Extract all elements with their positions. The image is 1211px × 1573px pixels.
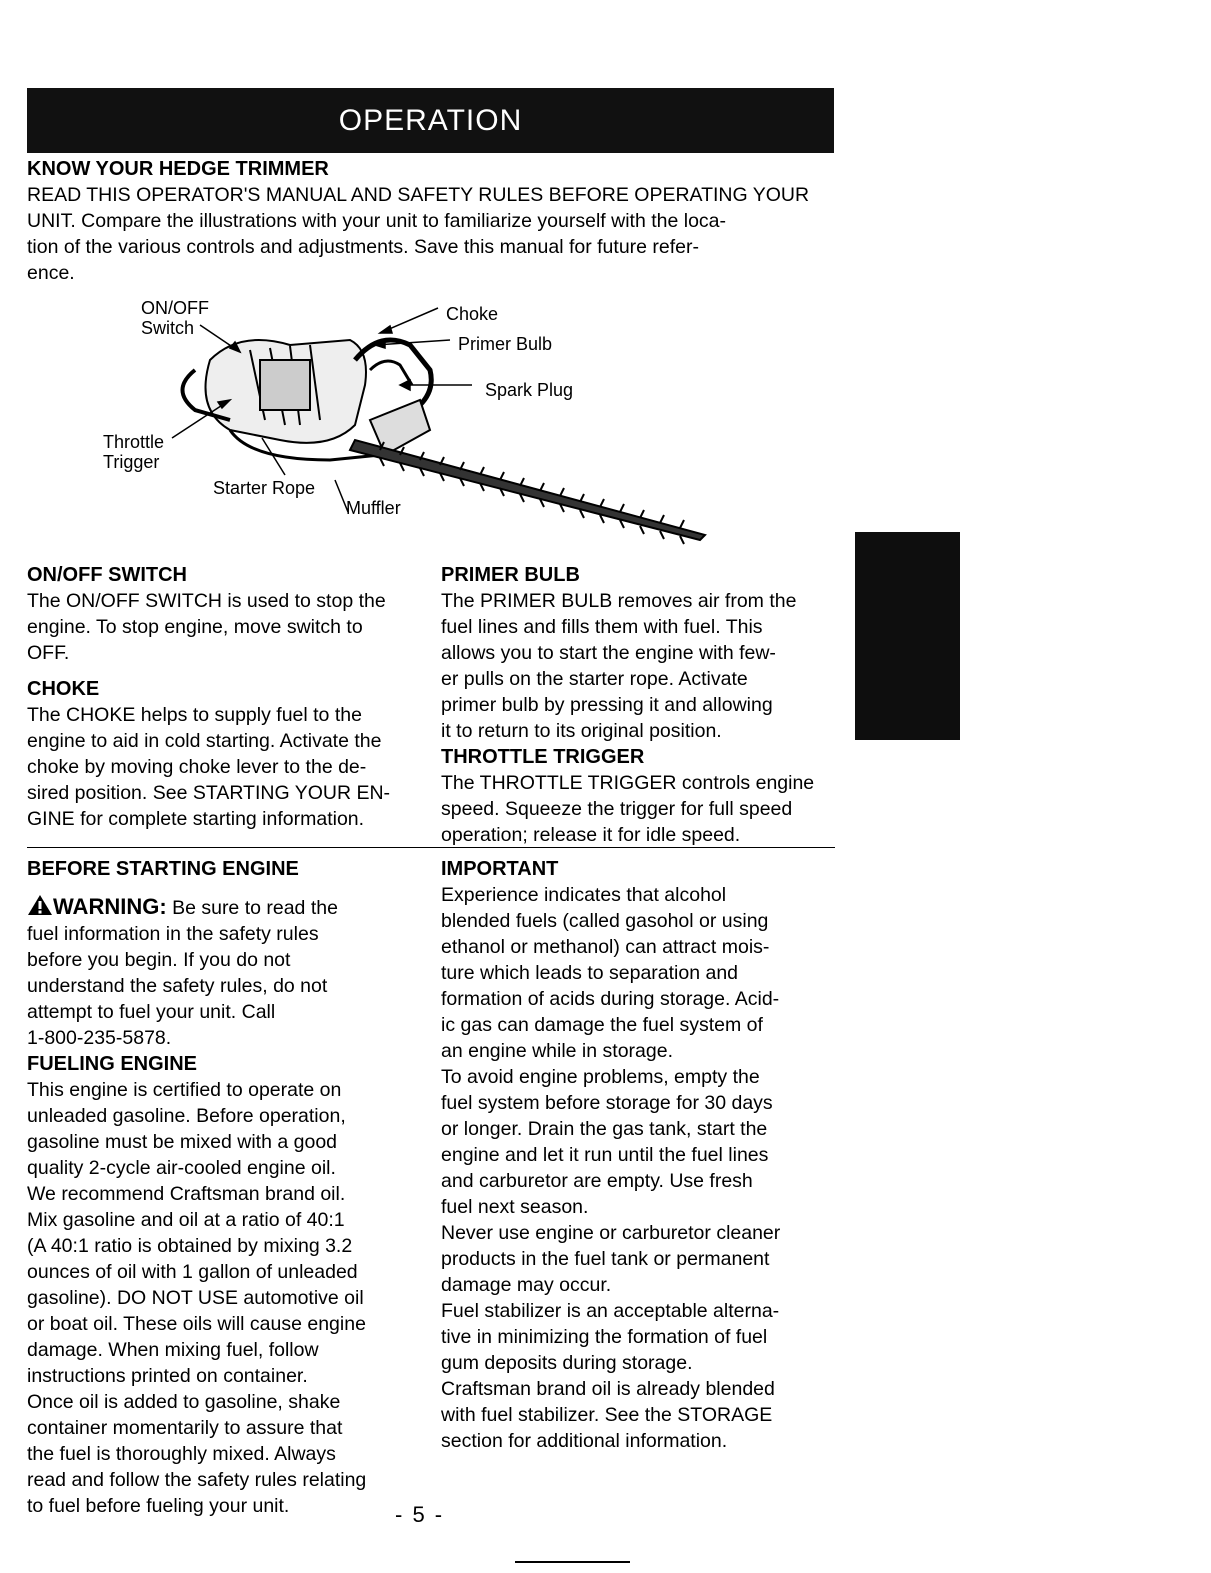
choke-heading: CHOKE bbox=[27, 678, 100, 700]
hedge-trimmer-illustration bbox=[100, 290, 740, 550]
text-line: The ON/OFF SWITCH is used to stop the bbox=[27, 590, 386, 612]
intro-line: tion of the various controls and adjustments. Save this manual for future refer- bbox=[27, 236, 700, 258]
text-line: ture which leads to separation and bbox=[441, 962, 739, 984]
text-line: fuel lines and fills them with fuel. This bbox=[441, 616, 763, 638]
text-line: Never use engine or carburetor cleaner bbox=[441, 1222, 781, 1244]
text-line: fuel next season. bbox=[441, 1196, 589, 1218]
text-line: engine and let it run until the fuel lines bbox=[441, 1144, 769, 1166]
warning-label: WARNING: bbox=[53, 894, 167, 919]
hedge-trimmer-diagram bbox=[100, 290, 740, 550]
label-spark-plug: Spark Plug bbox=[485, 380, 574, 400]
text-line: tive in minimizing the formation of fuel bbox=[441, 1326, 768, 1348]
text-line: an engine while in storage. bbox=[441, 1040, 673, 1062]
label-throttle: Throttle bbox=[103, 432, 165, 452]
text-line: unleaded gasoline. Before operation, bbox=[27, 1105, 346, 1127]
text-line: Once oil is added to gasoline, shake bbox=[27, 1391, 341, 1413]
text-line: damage may occur. bbox=[441, 1274, 612, 1296]
warning-line bbox=[27, 894, 427, 921]
text-line: allows you to start the engine with few- bbox=[441, 642, 776, 664]
text-line: instructions printed on container. bbox=[27, 1365, 308, 1387]
left-top-column bbox=[27, 562, 427, 832]
text-line: gasoline). DO NOT USE automotive oil bbox=[27, 1287, 364, 1309]
text-line: or longer. Drain the gas tank, start the bbox=[441, 1118, 768, 1140]
label-switch: Switch bbox=[141, 318, 195, 338]
section-divider bbox=[27, 847, 835, 848]
onoff-heading: ON/OFF SWITCH bbox=[27, 564, 187, 586]
warning-icon bbox=[27, 894, 53, 916]
before-starting-heading: BEFORE STARTING ENGINE bbox=[27, 858, 299, 880]
left-bottom-column bbox=[27, 856, 427, 1519]
label-starter-rope: Starter Rope bbox=[213, 478, 316, 498]
text-line: fuel information in the safety rules bbox=[27, 923, 319, 945]
text-line: ic gas can damage the fuel system of bbox=[441, 1014, 763, 1036]
text-line: Craftsman brand oil is already blended bbox=[441, 1378, 775, 1400]
text-line: understand the safety rules, do not bbox=[27, 975, 328, 997]
intro-line: ence. bbox=[27, 262, 75, 284]
text-line: or boat oil. These oils will cause engine bbox=[27, 1313, 366, 1335]
phone-number: 1-800-235-5878. bbox=[27, 1027, 172, 1049]
text-line: GINE for complete starting information. bbox=[27, 808, 365, 830]
text-line: To avoid engine problems, empty the bbox=[441, 1066, 760, 1088]
text-line: engine to aid in cold starting. Activate the bbox=[27, 730, 382, 752]
text-line: operation; release it for idle speed. bbox=[441, 824, 741, 846]
intro-line: READ THIS OPERATOR'S MANUAL AND SAFETY RULES BEFORE OPERATING YOUR bbox=[27, 184, 810, 206]
text-line: choke by moving choke lever to the de- bbox=[27, 756, 367, 778]
text-line: container momentarily to assure that bbox=[27, 1417, 343, 1439]
text-line: sired position. See STARTING YOUR EN- bbox=[27, 782, 391, 804]
warning-text: Be sure to read the bbox=[166, 897, 338, 919]
text-line: Fuel stabilizer is an acceptable alterna- bbox=[441, 1300, 780, 1322]
right-top-column bbox=[441, 562, 846, 848]
right-bottom-column bbox=[441, 856, 846, 1454]
text-line: damage. When mixing fuel, follow bbox=[27, 1339, 319, 1361]
label-primer-bulb: Primer Bulb bbox=[458, 334, 553, 354]
text-line: This engine is certified to operate on bbox=[27, 1079, 342, 1101]
text-line: section for additional information. bbox=[441, 1430, 728, 1452]
text-line: The THROTTLE TRIGGER controls engine bbox=[441, 772, 815, 794]
text-line: and carburetor are empty. Use fresh bbox=[441, 1170, 753, 1192]
label-onoff: ON/OFF bbox=[141, 298, 209, 318]
page-number: - 5 - bbox=[395, 1502, 445, 1527]
text-line: ethanol or methanol) can attract mois- bbox=[441, 936, 770, 958]
text-line: engine. To stop engine, move switch to bbox=[27, 616, 363, 638]
text-line: attempt to fuel your unit. Call bbox=[27, 1001, 276, 1023]
text-line: speed. Squeeze the trigger for full speed bbox=[441, 798, 793, 820]
text-line: er pulls on the starter rope. Activate bbox=[441, 668, 748, 690]
primer-heading: PRIMER BULB bbox=[441, 564, 580, 586]
text-line: with fuel stabilizer. See the STORAGE bbox=[441, 1404, 773, 1426]
bottom-rule bbox=[515, 1561, 630, 1563]
text-line: gasoline must be mixed with a good bbox=[27, 1131, 338, 1153]
text-line: gum deposits during storage. bbox=[441, 1352, 693, 1374]
text-line: (A 40:1 ratio is obtained by mixing 3.2 bbox=[27, 1235, 353, 1257]
text-line: OFF. bbox=[27, 642, 70, 664]
text-line: The PRIMER BULB removes air from the bbox=[441, 590, 797, 612]
text-line: We recommend Craftsman brand oil. bbox=[27, 1183, 346, 1205]
text-line: fuel system before storage for 30 days bbox=[441, 1092, 773, 1114]
label-muffler: Muffler bbox=[346, 498, 401, 518]
intro-section bbox=[27, 156, 847, 286]
text-line: products in the fuel tank or permanent bbox=[441, 1248, 770, 1270]
intro-line: UNIT. Compare the illustrations with your unit to familiarize yourself with the loca- bbox=[27, 210, 727, 232]
intro-heading: KNOW YOUR HEDGE TRIMMER bbox=[27, 158, 329, 180]
text-line: Mix gasoline and oil at a ratio of 40:1 bbox=[27, 1209, 345, 1231]
text-line: Experience indicates that alcohol bbox=[441, 884, 727, 906]
text-line: ounces of oil with 1 gallon of unleaded bbox=[27, 1261, 358, 1283]
section-banner: OPERATION bbox=[27, 88, 834, 153]
text-line: primer bulb by pressing it and allowing bbox=[441, 694, 773, 716]
text-line: to fuel before fueling your unit. bbox=[27, 1495, 290, 1517]
text-line: read and follow the safety rules relating bbox=[27, 1469, 367, 1491]
text-line: it to return to its original position. bbox=[441, 720, 722, 742]
important-heading: IMPORTANT bbox=[441, 858, 559, 880]
label-choke: Choke bbox=[446, 304, 499, 324]
label-trigger: Trigger bbox=[103, 452, 160, 472]
section-tab-marker bbox=[855, 532, 960, 740]
text-line: the fuel is thoroughly mixed. Always bbox=[27, 1443, 336, 1465]
text-line: before you begin. If you do not bbox=[27, 949, 291, 971]
text-line: formation of acids during storage. Acid- bbox=[441, 988, 780, 1010]
throttle-heading: THROTTLE TRIGGER bbox=[441, 746, 645, 768]
text-line: The CHOKE helps to supply fuel to the bbox=[27, 704, 362, 726]
text-line: quality 2-cycle air-cooled engine oil. bbox=[27, 1157, 336, 1179]
text-line: blended fuels (called gasohol or using bbox=[441, 910, 769, 932]
fueling-heading: FUELING ENGINE bbox=[27, 1053, 198, 1075]
